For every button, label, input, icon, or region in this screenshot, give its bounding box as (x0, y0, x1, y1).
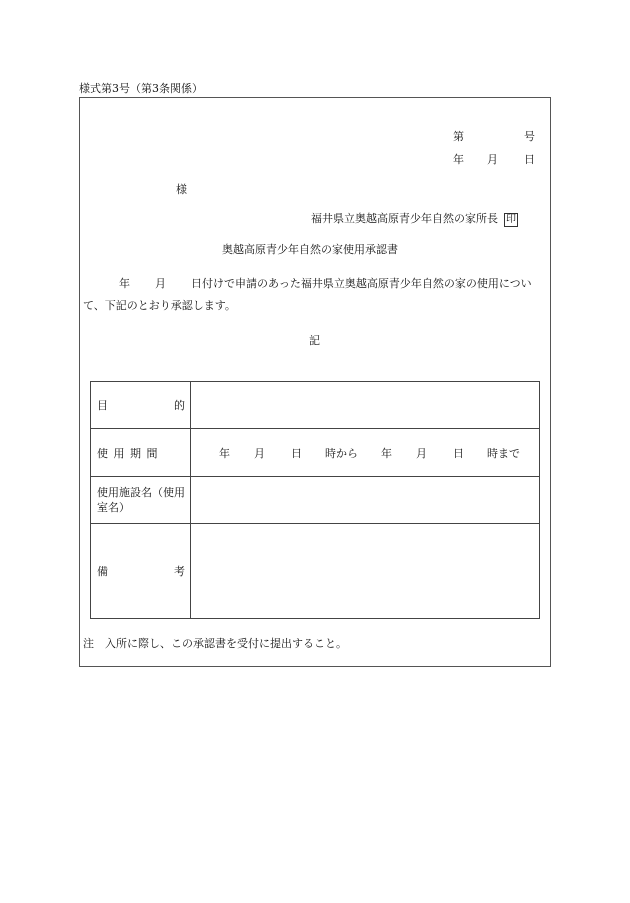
date-year: 年 (453, 153, 464, 166)
facility-row (91, 477, 540, 524)
purpose-row (91, 382, 540, 429)
purpose-value-cell (191, 382, 540, 429)
facility-value-cell (191, 477, 540, 524)
period-end-time: 時まで (487, 446, 520, 460)
body-text: 日付けで申請のあった福井県立奥越高原青少年自然の家の使用について、下記のとおり承認します。 (83, 277, 532, 312)
document-title: 奥越高原青少年自然の家使用承認書 (222, 243, 398, 256)
recipient-honorific: 様 (176, 183, 187, 196)
date-day: 日 (524, 153, 535, 166)
issuer-line (311, 213, 518, 227)
issuer-name: 福井県立奥越高原青少年自然の家所長 (311, 212, 498, 225)
seal-mark: 印 (506, 214, 516, 225)
facility-label-cell (91, 477, 191, 524)
period-end-year: 年 (381, 446, 392, 460)
remarks-label: 備 考 (97, 565, 185, 578)
period-value-cell (191, 429, 540, 477)
form-number-label: 様式第3号（第3条関係） (79, 82, 203, 95)
period-start-month: 月 (254, 446, 265, 460)
purpose-label: 目 的 (97, 399, 185, 412)
period-row (91, 429, 540, 477)
period-label-cell (91, 429, 191, 477)
period-label: 使 用 期 間 (97, 446, 159, 460)
body-month: 月 (155, 277, 166, 290)
doc-number-prefix: 第 (453, 130, 464, 143)
period-start-day: 日 (291, 446, 302, 460)
body-year: 年 (119, 277, 130, 290)
purpose-label-cell (91, 382, 191, 429)
period-fields (191, 445, 539, 461)
details-table (90, 381, 540, 619)
facility-label: 使用施設名（使用室名） (97, 486, 185, 514)
approval-body-text (83, 273, 547, 317)
remarks-label-cell (91, 524, 191, 619)
period-start-year: 年 (219, 446, 230, 460)
remarks-value-cell (191, 524, 540, 619)
date-month: 月 (487, 153, 498, 166)
period-end-month: 月 (416, 446, 427, 460)
doc-number-suffix: 号 (524, 130, 535, 143)
remarks-row (91, 524, 540, 619)
period-start-time: 時から (325, 446, 358, 460)
footnote: 注 入所に際し、この承認書を受付に提出すること。 (83, 637, 347, 650)
ki-heading: 記 (309, 334, 320, 347)
period-end-day: 日 (453, 446, 464, 460)
